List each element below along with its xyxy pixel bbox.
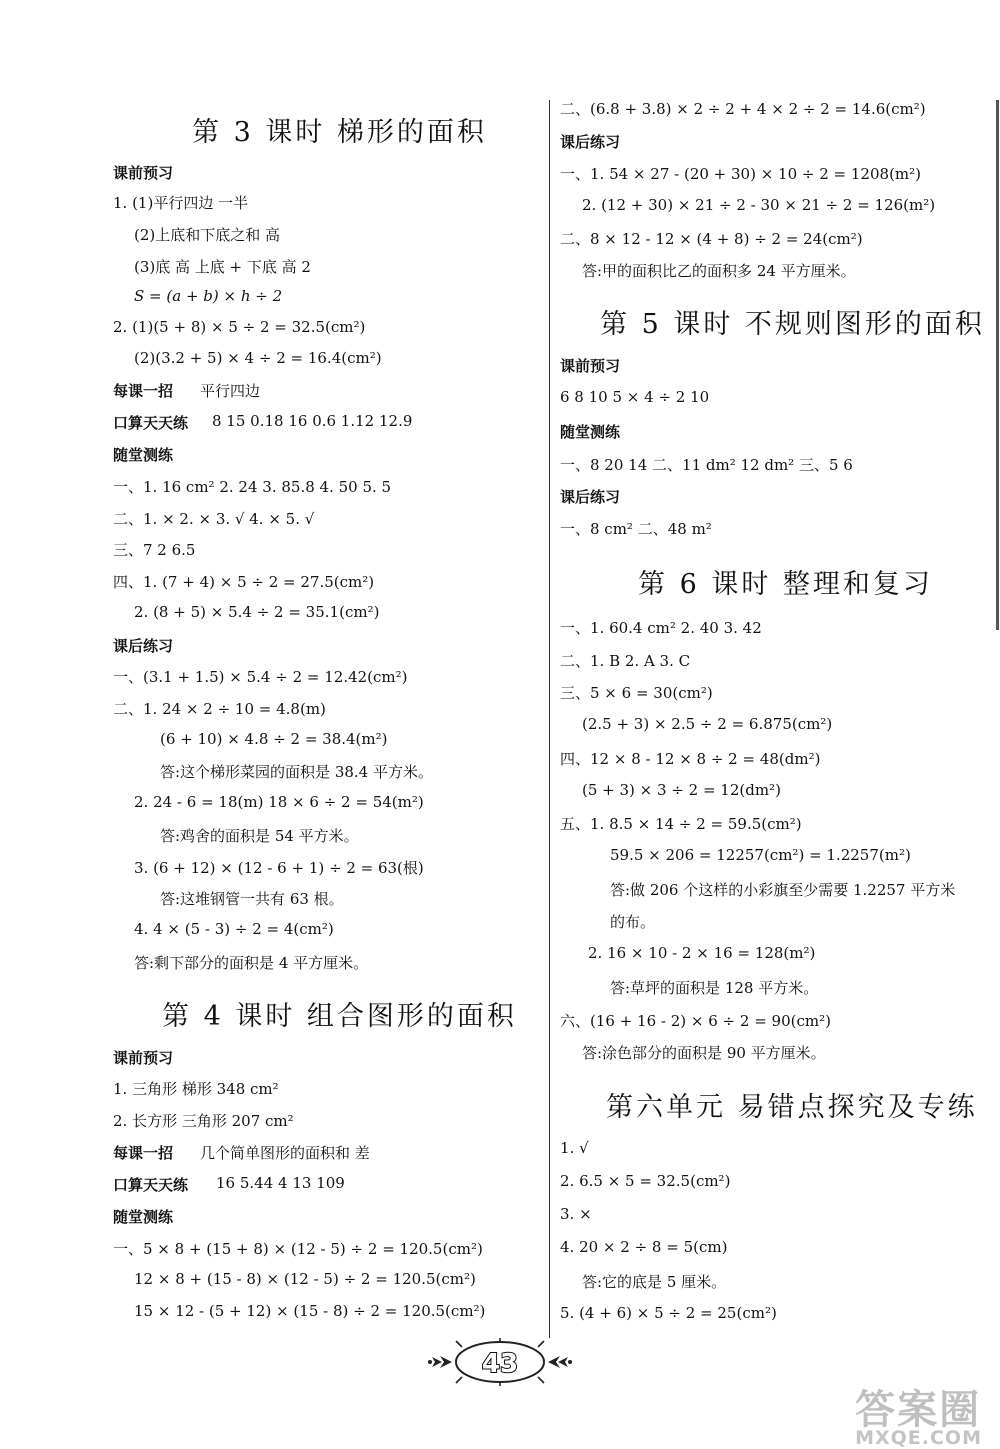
watermark-url: MXQE.COM xyxy=(855,1427,982,1449)
answer-line: (5 + 3) × 3 ÷ 2 = 12(dm²) xyxy=(582,781,781,799)
answer-line: 四、12 × 8 - 12 × 8 ÷ 2 = 48(dm²) xyxy=(560,750,821,768)
subsection-preview: 课前预习 xyxy=(113,164,174,182)
answer-line: 答:它的底是 5 厘米。 xyxy=(582,1273,727,1291)
subsection-tip: 每课一招 xyxy=(113,382,174,400)
answer-line: 答:这个梯形菜园的面积是 38.4 平方米。 xyxy=(160,763,433,781)
subsection-class-test: 随堂测练 xyxy=(113,1208,174,1226)
answer-line: 六、(16 + 16 - 2) × 6 ÷ 2 = 90(cm²) xyxy=(560,1012,831,1030)
answer-line: (2)(3.2 + 5) × 4 ÷ 2 = 16.4(cm²) xyxy=(134,349,382,367)
answer-line: 1. 三角形 梯形 348 cm² xyxy=(113,1080,279,1098)
answer-line: 二、1. B 2. A 3. C xyxy=(560,652,691,670)
answer-line: 4. 20 × 2 ÷ 8 = 5(cm) xyxy=(560,1238,728,1256)
subsection-preview: 课前预习 xyxy=(560,357,621,375)
answer-line: 答:这堆钢管一共有 63 根。 xyxy=(160,890,344,908)
answer-line: 6 8 10 5 × 4 ÷ 2 10 xyxy=(560,388,710,406)
subsection-mental-math: 口算天天练 xyxy=(113,1176,189,1194)
subsection-after-class: 课后练习 xyxy=(560,133,621,151)
answer-line: 答:剩下部分的面积是 4 平方厘米。 xyxy=(134,954,369,972)
subsection-class-test: 随堂测练 xyxy=(560,423,621,441)
answer-line: 一、1. 54 × 27 - (20 + 30) × 10 ÷ 2 = 1208(m²) xyxy=(560,165,922,183)
page-number: 43 xyxy=(481,1349,519,1379)
answer-line: 一、1. 60.4 cm² 2. 40 3. 42 xyxy=(560,619,762,637)
answer-line: 2. 16 × 10 - 2 × 16 = 128(m²) xyxy=(588,944,816,962)
answer-line: 2. (8 + 5) × 5.4 ÷ 2 = 35.1(cm²) xyxy=(134,603,380,621)
formula-line: S = (a + b) × h ÷ 2 xyxy=(134,287,283,305)
answer-line: 1. (1)平行四边 一半 xyxy=(113,194,249,212)
answer-line: 一、5 × 8 + (15 + 8) × (12 - 5) ÷ 2 = 120.5(cm²) xyxy=(113,1240,483,1258)
watermark xyxy=(855,1378,982,1449)
answer-line: 12 × 8 + (15 - 8) × (12 - 5) ÷ 2 = 120.5(cm²) xyxy=(134,1270,476,1288)
answer-line: 二、1. 24 × 2 ÷ 10 = 4.8(m) xyxy=(113,700,326,718)
mental-math-answers: 8 15 0.18 16 0.6 1.12 12.9 xyxy=(212,412,413,430)
answer-line: 15 × 12 - (5 + 12) × (15 - 8) ÷ 2 = 120.5(cm²) xyxy=(134,1302,486,1320)
answer-line: 2. (1)(5 + 8) × 5 ÷ 2 = 32.5(cm²) xyxy=(113,318,366,336)
answer-line: 4. 4 × (5 - 3) ÷ 2 = 4(cm²) xyxy=(134,920,334,938)
answer-line: 答:草坪的面积是 128 平方米。 xyxy=(610,979,819,997)
subsection-preview: 课前预习 xyxy=(113,1049,174,1067)
answer-line: 5. (4 + 6) × 5 ÷ 2 = 25(cm²) xyxy=(560,1304,777,1322)
answer-line: (6 + 10) × 4.8 ÷ 2 = 38.4(m²) xyxy=(160,730,388,748)
answer-line: 四、1. (7 + 4) × 5 ÷ 2 = 27.5(cm²) xyxy=(113,573,375,591)
subsection-class-test: 随堂测练 xyxy=(113,446,174,464)
tip-answer: 平行四边 xyxy=(200,382,261,400)
answer-line: 一、1. 16 cm² 2. 24 3. 85.8 4. 50 5. 5 xyxy=(113,478,392,496)
section-title-lesson-5: 第 5 课时 不规则图形的面积 xyxy=(600,309,985,340)
answer-line: 59.5 × 206 = 12257(cm²) = 1.2257(m²) xyxy=(610,846,911,864)
answer-line: 答:涂色部分的面积是 90 平方厘米。 xyxy=(582,1044,826,1062)
answer-line: 的布。 xyxy=(610,913,656,931)
answer-line: 2. (12 + 30) × 21 ÷ 2 - 30 × 21 ÷ 2 = 126(m²) xyxy=(582,196,936,214)
mental-math-answers: 16 5.44 4 13 109 xyxy=(216,1174,345,1192)
answer-line: 3. (6 + 12) × (12 - 6 + 1) ÷ 2 = 63(根) xyxy=(134,859,424,877)
answer-line: 三、7 2 6.5 xyxy=(113,541,196,559)
answer-line: 一、8 cm² 二、48 m² xyxy=(560,520,712,538)
answer-line: 1. √ xyxy=(560,1139,589,1157)
answer-line: (2)上底和下底之和 高 xyxy=(134,226,281,244)
answer-line: 2. 长方形 三角形 207 cm² xyxy=(113,1112,294,1130)
answer-line: 二、1. × 2. × 3. √ 4. × 5. √ xyxy=(113,510,315,528)
subsection-after-class: 课后练习 xyxy=(113,637,174,655)
answer-line: 二、8 × 12 - 12 × (4 + 8) ÷ 2 = 24(cm²) xyxy=(560,230,863,248)
answer-line: 一、(3.1 + 1.5) × 5.4 ÷ 2 = 12.42(cm²) xyxy=(113,668,408,686)
section-title-lesson-4: 第 4 课时 组合图形的面积 xyxy=(162,1001,517,1032)
section-title-unit-review: 第六单元 易错点探究及专练 xyxy=(606,1092,978,1123)
answer-line: (2.5 + 3) × 2.5 ÷ 2 = 6.875(cm²) xyxy=(582,715,833,733)
answer-line: 答:鸡舍的面积是 54 平方米。 xyxy=(160,827,359,845)
watermark-text: 答案圈 xyxy=(855,1387,982,1433)
answer-line: 三、5 × 6 = 30(cm²) xyxy=(560,684,713,702)
page-edge xyxy=(996,100,999,630)
answer-line: 3. × xyxy=(560,1205,592,1223)
tip-answer: 几个简单图形的面积和 差 xyxy=(200,1144,370,1162)
answer-line: 一、8 20 14 二、11 dm² 12 dm² 三、5 6 xyxy=(560,456,853,474)
answer-line: 2. 24 - 6 = 18(m) 18 × 6 ÷ 2 = 54(m²) xyxy=(134,793,424,811)
answer-line: 二、(6.8 + 3.8) × 2 ÷ 2 + 4 × 2 ÷ 2 = 14.6(cm²) xyxy=(560,100,926,118)
answer-line: 五、1. 8.5 × 14 ÷ 2 = 59.5(cm²) xyxy=(560,815,802,833)
answer-line: (3)底 高 上底 + 下底 高 2 xyxy=(134,258,311,276)
answer-line: 答:做 206 个这样的小彩旗至少需要 1.2257 平方米 xyxy=(610,881,956,899)
answer-line: 答:甲的面积比乙的面积多 24 平方厘米。 xyxy=(582,262,856,280)
subsection-mental-math: 口算天天练 xyxy=(113,414,189,432)
page-number-ornament-icon xyxy=(412,1337,588,1387)
answer-line: 2. 6.5 × 5 = 32.5(cm²) xyxy=(560,1172,731,1190)
subsection-after-class: 课后练习 xyxy=(560,488,621,506)
section-title-lesson-3: 第 3 课时 梯形的面积 xyxy=(192,117,487,148)
page-number-badge xyxy=(412,1337,588,1387)
section-title-lesson-6: 第 6 课时 整理和复习 xyxy=(638,569,933,600)
subsection-tip: 每课一招 xyxy=(113,1144,174,1162)
column-divider xyxy=(549,100,550,1338)
